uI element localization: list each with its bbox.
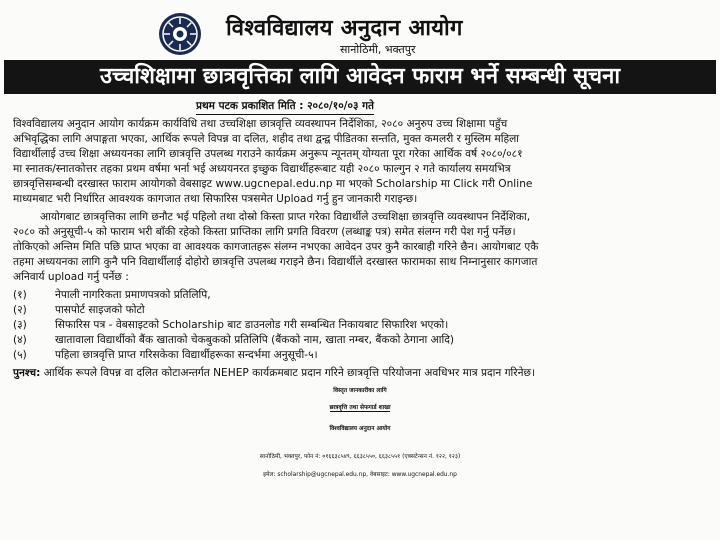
list-item-number: (५): [13, 349, 27, 361]
org-address: सानोठिमी, भक्तपुर: [340, 43, 416, 56]
paragraph-line: अनिवार्य upload गर्नु पर्नेछ :: [13, 271, 129, 283]
postscript-text: आर्थिक रूपले विपन्न वा दलित कोटाअन्तर्गत NEHEP कार्यक्रमबाट प्रदान गरिने छात्रवृत्ति परियोजना अवधिभर मात्र प्रदान गरिनेछ।: [43, 367, 535, 379]
list-item: [13, 333, 454, 347]
list-item-text: नेपाली नागरिकता प्रमाणपत्रको प्रतिलिपि,: [55, 289, 211, 301]
paragraph-line: विद्यार्थीलाई उच्च शिक्षा अध्ययनका लागि छात्रवृत्ति उपलब्ध गराउने कार्यक्रम अनुरूप न्यूनतम् योग्यता पूरा गरेका आर्थिक वर्ष २०८०/०८१: [13, 148, 523, 160]
list-item-number: (४): [13, 334, 27, 346]
list-item: [13, 348, 318, 362]
list-item-number: (३): [13, 319, 27, 331]
header: [0, 4, 720, 60]
list-item: [13, 318, 448, 332]
paragraph-line: २०८० को अनुसूची-५ को फाराम भरी बाँकी रहेको किस्ता प्राप्तिका लागि प्रगति विवरण (लब्धाङ्क पत्र) समेत संलग्न गरी पेश गर्नु पर्नेछ।: [13, 226, 516, 238]
section-name: [0, 403, 720, 411]
list-item-text: खातावाला विद्यार्थीको बैंक खाताको चेकबुकको प्रतिलिपि (बैंकको नाम, खाता नम्बर, बैंकको ठेगाना आदि): [55, 334, 454, 346]
more-info-line: विस्तृत जानकारीका लागि: [333, 388, 387, 394]
contact-line: सानोठिमी, भक्तपुर, फोन नं: ०१६६३८५४९, ६६३८५५०, ६६३८५५१ (एक्सटेन्सन नं. १२२, १२३): [259, 454, 461, 460]
email-website-line: इमेल: scholarship@ugcnepal.edu.np, वेबसाइट: www.ugcnepal.edu.np: [263, 472, 457, 478]
paragraph-line: मा स्नातक/स्नातकोत्तर तहका प्रथम वर्षमा भर्ना भई अध्ययनरत इच्छुक विद्यार्थीहरूबाट यही २०८० फाल्गुन २ गते कार्यालय समयभित्र: [13, 163, 511, 175]
paragraph-line: अभिवृद्धिका लागि अपाङ्गता भएका, आर्थिक रूपले विपन्न वा दलित, शहीद तथा द्वन्द्व पीडितका सन्तति, मुक्त कमलरी र मुस्लिम महिला: [13, 133, 520, 145]
paragraph-line: तहमा अध्ययनका लागि कुनै पनि विद्यार्थीलाई दोहोरो छात्रवृत्ति उपलब्ध गराइने छैन। विद्यार्थीले दरखास्त फारामका साथ निम्नानुसार कागजात: [13, 256, 538, 268]
ugc-emblem-icon: [158, 12, 202, 56]
list-item: [13, 303, 145, 317]
postscript-note: [13, 366, 535, 380]
publication-date: प्रथम पटक प्रकाशित मिति : २०८०/१०/०३ गते: [196, 99, 374, 115]
notice-title-banner: उच्चशिक्षामा छात्रवृत्तिका लागि आवेदन फाराम भर्ने सम्बन्धी सूचना: [4, 60, 716, 94]
list-item-number: (१): [13, 289, 27, 301]
section-name-text: छात्रवृत्ति तथा सेफगार्ड शाखा: [329, 405, 391, 411]
paragraph-line: छात्रवृत्तिसम्बन्धी दरखास्त फाराम आयोगको वेबसाइट www.ugcnepal.edu.np मा भएको Scholarship मा Click गरी Online: [13, 178, 533, 190]
list-item-text: सिफारिस पत्र - वेबसाइटको Scholarship बाट डाउनलोड गरी सम्बन्धित निकायबाट सिफारिश भएको।: [55, 319, 449, 331]
list-item: [13, 288, 211, 302]
paragraph-line: तोकिएको अन्तिम मिति पछि प्राप्त भएका वा आवश्यक कागजातहरू संलग्न नभएका आवेदन उपर कुनै कारबाही गरिने छैन। आयोगबाट एकै: [13, 241, 539, 253]
paragraph-line: आयोगबाट छात्रवृत्तिका लागि छनौट भई पहिलो तथा दोस्रो किस्ता प्राप्त गरेका विद्यार्थीले उच्चशिक्षा छात्रवृत्ति व्यवस्थापन निर्देशिका,: [40, 211, 531, 223]
paragraph-line: माध्यमबाट भरी निर्धारित आवश्यक कागजात तथा सिफारिस पत्रसमेत Upload गर्नु हुन जानकारी गराइन्छ।: [13, 193, 418, 205]
footer-org-name: विश्वविद्यालय अनुदान आयोग: [329, 426, 391, 432]
list-item-number: (२): [13, 304, 27, 316]
paragraph-line: विश्वविद्यालय अनुदान आयोग कार्यक्रम कार्यविधि तथा उच्चशिक्षा छात्रवृत्ति व्यवस्थापन निर्देशिका, २०८० अनुरुप उच्च शिक्षामा पहुँच: [13, 118, 508, 130]
list-item-text: पासपोर्ट साइजको फोटो: [55, 304, 145, 316]
list-item-text: पहिला छात्रवृत्ति प्राप्त गरिसकेका विद्यार्थीहरूका सन्दर्भमा अनुसूची-५।: [55, 349, 318, 361]
org-title: विश्वविद्यालय अनुदान आयोग: [226, 16, 463, 41]
postscript-label: पुनश्च:: [13, 367, 41, 379]
